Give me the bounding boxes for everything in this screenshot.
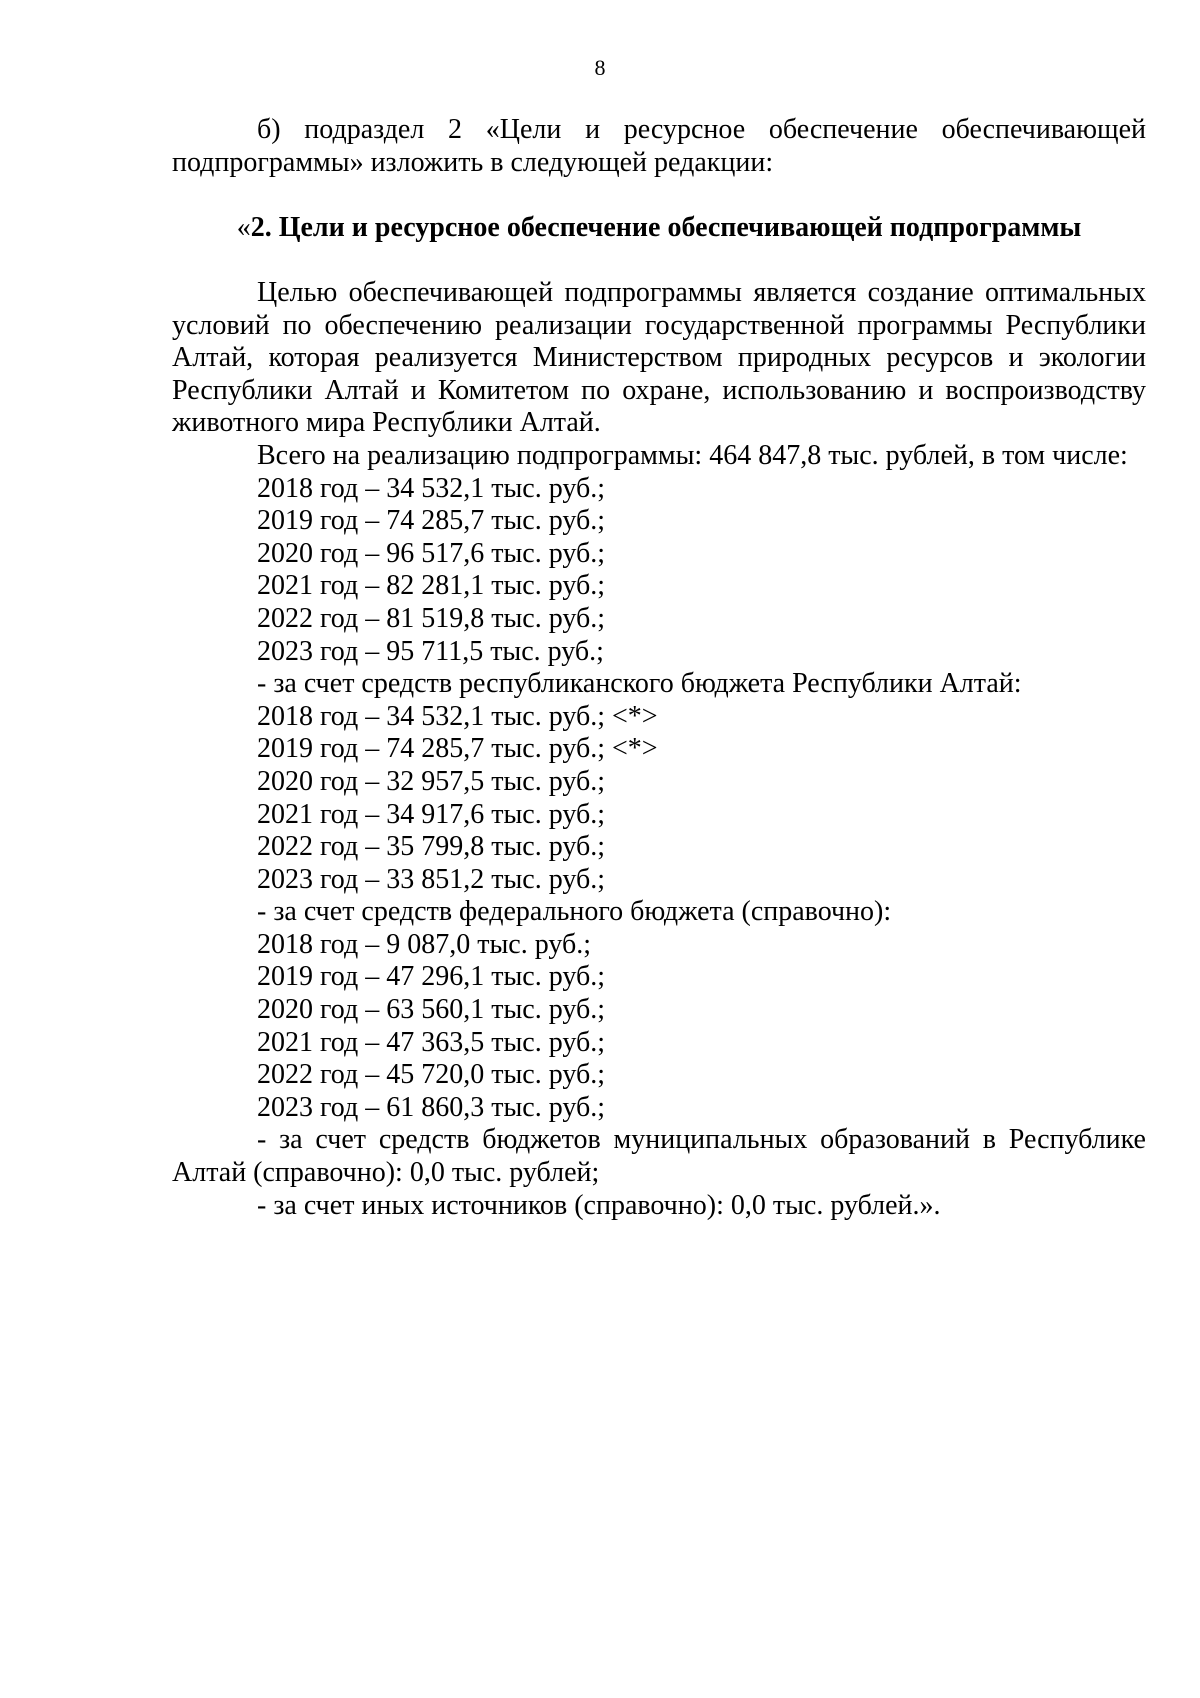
heading-open-quote: « xyxy=(236,212,251,243)
regional-budget-header: - за счет средств республиканского бюджета Республики Алтай: xyxy=(257,668,1022,700)
total-year-line: 2021 год – 82 281,1 тыс. руб.; xyxy=(257,570,605,602)
federal-year-line: 2018 год – 9 087,0 тыс. руб.; xyxy=(257,928,591,960)
other-sources-line: - за счет иных источников (справочно): 0,0 тыс. рублей.». xyxy=(257,1189,941,1221)
total-year-line: 2023 год – 95 711,5 тыс. руб.; xyxy=(257,635,604,667)
intro-paragraph xyxy=(172,114,1146,179)
regional-year-line: 2020 год – 32 957,5 тыс. руб.; xyxy=(257,765,605,797)
intro-text: б) подраздел 2 «Цели и ресурсное обеспечение обеспечивающей подпрограммы» изложить в следующей редакции: xyxy=(172,114,1146,178)
total-year-line: 2018 год – 34 532,1 тыс. руб.; xyxy=(257,472,605,504)
section-heading xyxy=(172,211,1146,245)
heading-title: 2. Цели и ресурсное обеспечение обеспечивающей подпрограммы xyxy=(250,212,1082,243)
federal-budget-header: - за счет средств федерального бюджета (справочно): xyxy=(257,896,892,928)
regional-year-line: 2021 год – 34 917,6 тыс. руб.; xyxy=(257,798,605,830)
page-number: 8 xyxy=(594,55,606,80)
regional-year-line: 2018 год – 34 532,1 тыс. руб.; <*> xyxy=(257,700,658,732)
total-year-line: 2019 год – 74 285,7 тыс. руб.; xyxy=(257,505,605,537)
federal-year-line: 2023 год – 61 860,3 тыс. руб.; xyxy=(257,1091,605,1123)
regional-year-line: 2023 год – 33 851,2 тыс. руб.; xyxy=(257,863,605,895)
section-body xyxy=(172,277,1146,1222)
municipal-budget-paragraph: - за счет средств бюджетов муниципальных образований в Республике Алтай (справочно): 0,0 тыс. рублей; xyxy=(172,1124,1146,1189)
regional-year-line: 2022 год – 35 799,8 тыс. руб.; xyxy=(257,831,605,863)
federal-year-line: 2019 год – 47 296,1 тыс. руб.; xyxy=(257,961,605,993)
federal-year-line: 2021 год – 47 363,5 тыс. руб.; xyxy=(257,1026,605,1058)
purpose-paragraph: Целью обеспечивающей подпрограммы является создание оптимальных условий по обеспечению реализации государственной программы Республики Алтай, которая реализуется Министерством природных ресурсов и экологии Республики Алтай и Комитетом по охране, использованию и воспроизводству животного мира Республики Алтай. xyxy=(172,277,1146,439)
federal-year-line: 2022 год – 45 720,0 тыс. руб.; xyxy=(257,1059,605,1091)
total-year-line: 2022 год – 81 519,8 тыс. руб.; xyxy=(257,602,605,634)
total-funding-line: Всего на реализацию подпрограммы: 464 847,8 тыс. рублей, в том числе: xyxy=(257,439,1128,471)
federal-year-line: 2020 год – 63 560,1 тыс. руб.; xyxy=(257,994,605,1026)
regional-year-line: 2019 год – 74 285,7 тыс. руб.; <*> xyxy=(257,733,658,765)
total-year-line: 2020 год – 96 517,6 тыс. руб.; xyxy=(257,537,605,569)
